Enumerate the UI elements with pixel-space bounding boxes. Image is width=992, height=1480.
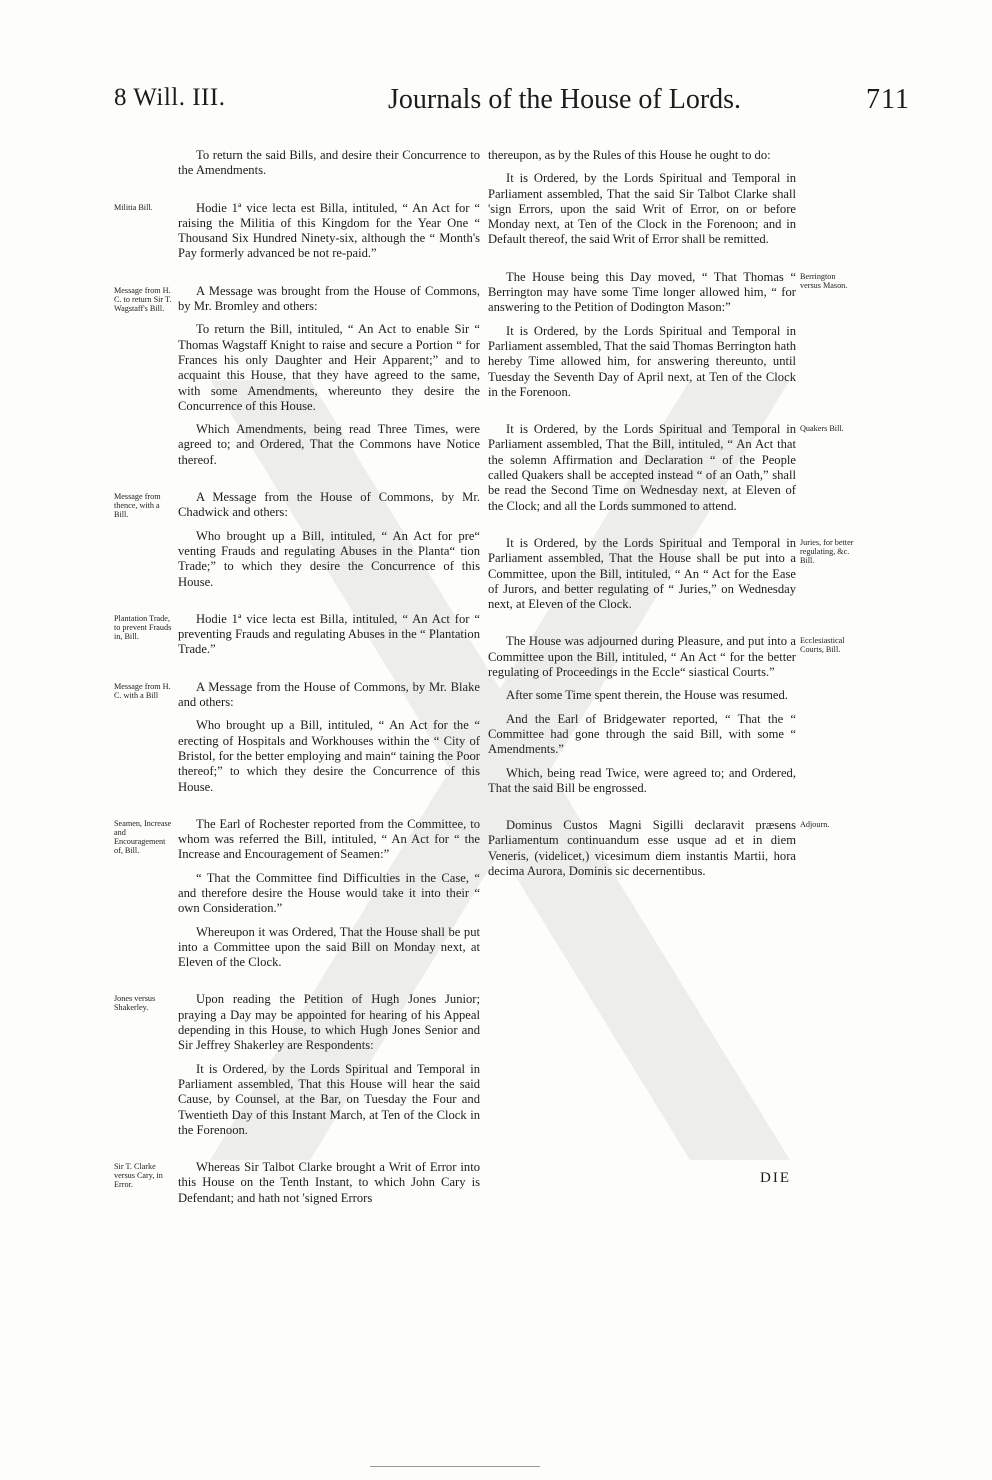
entry-body: [178, 817, 480, 971]
journal-entry: [114, 1160, 480, 1206]
marginal-note: Berrington versus Mason.: [800, 271, 848, 290]
bottom-rule: [370, 1466, 540, 1467]
entry-paragraph: Hodie 1ª vice lecta est Billa, intituled, “ An Act for “ preventing Frauds and regulating Abuses in the “ Plantation Trade.”: [178, 611, 480, 657]
journal-entry: [114, 148, 480, 179]
running-head-title: Journals of the House of Lords.: [388, 84, 742, 115]
entry-paragraph: And the Earl of Bridgewater reported, “ That the “ Committee had gone through the said Bill, with some “ Amendments.”: [488, 711, 796, 757]
entry-body: [488, 148, 796, 248]
entry-body: [178, 284, 480, 468]
entry-paragraph: It is Ordered, by the Lords Spiritual and Temporal in Parliament assembled, That the House shall be put into a Committee, upon the Bill, intituled, “ An “ Act for the Ease of Jurors, and better regulating of “ Juries,” on Wednesday next, at Eleven of the Clock.: [488, 535, 796, 612]
entry-paragraph: Who brought up a Bill, intituled, “ An Act for the “ erecting of Hospitals and Workhouses within the “ City of Bristol, for the better employing and main“ taining the Poor thereof;” to which they desire the Concurrence of this House.: [178, 718, 480, 794]
entry-paragraph: The House was adjourned during Pleasure, and put into a Committee upon the Bill, intituled, “ An Act “ for the better regulating of Proceedings in the Eccle“ siastical Courts.”: [488, 634, 796, 680]
left-column: [114, 148, 480, 1228]
entry-paragraph: Which, being read Twice, were agreed to; and Ordered, That the said Bill be engrossed.: [488, 765, 796, 795]
entry-body: [488, 818, 796, 879]
journal-entry: [488, 535, 854, 612]
journal-entry: [114, 817, 480, 971]
entry-paragraph: To return the Bill, intituled, “ An Act to enable Sir “ Thomas Wagstaff Knight to raise and secure a Portion “ for Frances his only Daughter and Heir Apparent;” and to acquaint this House, that they have agreed to the same, with some Amendments, whereunto they desire the Concurrence of this House.: [178, 322, 480, 413]
entry-body: [488, 536, 796, 612]
journal-entry: [114, 201, 480, 262]
journal-entry: [488, 269, 848, 400]
marginal-note: Militia Bill.: [114, 202, 153, 212]
entry-body: [178, 680, 480, 795]
entry-paragraph: Hodie 1ª vice lecta est Billa, intituled, “ An Act for “ raising the Militia of this Kingdom for the Year One “ Thousand Six Hundred Ninety-six, although the “ Month's Pay formerly advanced be not re-paid.”: [178, 200, 480, 261]
marginal-note: Ecclesiastical Courts, Bill.: [800, 636, 845, 655]
page-number: 711: [866, 84, 910, 115]
journal-entry: [114, 490, 480, 590]
journal-entry: [488, 422, 844, 514]
catchword: DIE: [760, 1170, 791, 1186]
marginal-note: Message from thence, with a Bill.: [114, 492, 161, 520]
journal-entry: [488, 148, 796, 248]
journal-entry: [114, 680, 480, 795]
entry-paragraph: The Earl of Rochester reported from the Committee, to whom was referred the Bill, intituled, “ An Act for “ the Increase and Encouragement of Seamen:”: [178, 816, 480, 862]
marginal-note: Juries, for better regulating, &c. Bill.: [800, 537, 854, 565]
marginal-note: Jones versus Shakerley.: [114, 994, 156, 1013]
entry-paragraph: Who brought up a Bill, intituled, “ An Act for pre“ venting Frauds and regulating Abuses in the Planta“ tion Trade;” to which they desire the Concurrence of this House.: [178, 528, 480, 589]
entry-paragraph: A Message was brought from the House of Commons, by Mr. Bromley and others:: [178, 283, 480, 314]
journal-entry: [488, 818, 830, 879]
entry-body: [488, 270, 796, 400]
entry-paragraph: It is Ordered, by the Lords Spiritual and Temporal in Parliament assembled, That the said Thomas Berrington hath hereby Time allowed him, for answering thereunto, until Tuesday the Seventh Day of April next, at Ten of the Clock in the Forenoon.: [488, 323, 796, 399]
marginal-note: Plantation Trade, to prevent Frauds in, Bill.: [114, 613, 172, 641]
marginal-note: Sir T. Clarke versus Cary, in Error.: [114, 1162, 163, 1190]
entry-paragraph: Whereupon it was Ordered, That the House shall be put into a Committee upon the said Bill on Monday next, at Eleven of the Clock.: [178, 924, 480, 970]
journal-entry: [488, 634, 845, 796]
entry-body: [178, 148, 480, 179]
entry-paragraph: It is Ordered, by the Lords Spiritual and Temporal in Parliament assembled, That this House will hear the said Cause, by Counsel, at the Bar, on Tuesday the Four and Twentieth Day of this Instant March, at Ten of the Clock in the Forenoon.: [178, 1061, 480, 1137]
entry-paragraph: A Message from the House of Commons, by Mr. Blake and others:: [178, 679, 480, 710]
entry-body: [178, 992, 480, 1138]
entry-paragraph: Dominus Custos Magni Sigilli declaravit præsens Parliamentum continuandum esse usque ad et in diem Veneris, (videlicet,) vicesimum diem instantis Martii, hora decima Aurora, Dominis sic decernentibus.: [488, 818, 796, 878]
entry-paragraph: Upon reading the Petition of Hugh Jones Junior; praying a Day may be appointed for hearing of his Appeal depending in this House, to which Hugh Jones Senior and Sir Jeffrey Shakerley are Respondents:: [178, 992, 480, 1053]
right-column: [488, 148, 854, 901]
marginal-note: Quakers Bill.: [800, 424, 844, 434]
entry-body: [178, 490, 480, 590]
journal-entry: [114, 992, 480, 1138]
entry-paragraph: It is Ordered, by the Lords Spiritual and Temporal in Parliament assembled, That the said Sir Talbot Clarke shall 'sign Errors, upon the said Writ of Error, on or before Monday next, at Ten of the Clock in the Forenoon; and in Default thereof, the said Writ of Error shall be remitted.: [488, 171, 796, 247]
entry-paragraph: After some Time spent therein, the House was resumed.: [506, 688, 788, 703]
entry-paragraph: thereupon, as by the Rules of this House he ought to do:: [488, 148, 771, 162]
entry-paragraph: The House being this Day moved, “ That Thomas “ Berrington may have some Time longer allowed him, “ for answering to the Petition of Dodington Mason:”: [488, 269, 796, 315]
marginal-note: Seamen, Increase and Encouragement of, Bill.: [114, 818, 172, 855]
entry-body: [178, 1160, 480, 1206]
entry-body: [178, 201, 480, 262]
marginal-note: Adjourn.: [800, 820, 830, 830]
entry-paragraph: A Message from the House of Commons, by Mr. Chadwick and others:: [178, 490, 480, 520]
entry-body: [488, 634, 796, 796]
entry-paragraph: Whereas Sir Talbot Clarke brought a Writ of Error into this House on the Tenth Instant, to which John Cary is Defendant; and hath not 'signed Errors: [178, 1160, 480, 1205]
entry-body: [178, 612, 480, 658]
entry-paragraph: To return the said Bills, and desire their Concurrence to the Amendments.: [178, 148, 480, 178]
entry-body: [488, 422, 796, 514]
marginal-note: Message from H. C. with a Bill: [114, 681, 171, 700]
entry-paragraph: “ That the Committee find Difficulties in the Case, “ and therefore desire the House would take it into their “ own Consideration.”: [178, 870, 480, 916]
journal-entry: [114, 612, 480, 658]
journal-entry: [114, 284, 480, 468]
marginal-note: Message from H. C. to return Sir T. Wagstaff's Bill.: [114, 285, 172, 313]
entry-paragraph: Which Amendments, being read Three Times, were agreed to; and Ordered, That the Commons have Notice thereof.: [178, 422, 480, 467]
running-head-regnal-year: 8 Will. III.: [114, 84, 226, 111]
entry-paragraph: It is Ordered, by the Lords Spiritual and Temporal in Parliament assembled, That the Bill, intituled, “ An Act that the solemn Affirmation and Declaration “ of the People called Quakers shall be accepted instead “ of an Oath,” shall be read the Second Time on Wednesday next, at Eleven of the Clock; and all the Lords summoned to attend.: [488, 422, 796, 513]
